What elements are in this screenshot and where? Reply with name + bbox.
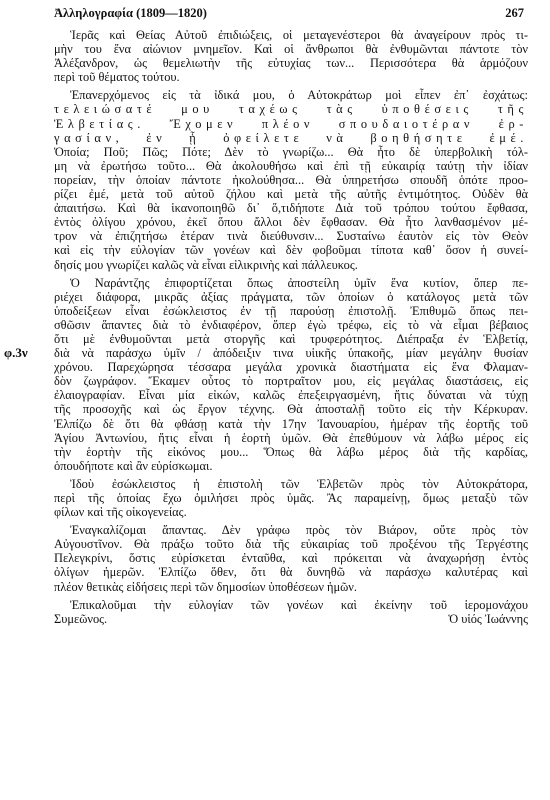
text-line: ὑποδείξεων εἶναι ἐσώκλειστος ἐν τῇ παρούσῃ ἐπιστολῇ. Ἐπιθυμῶ ὅπως πει- [54, 303, 528, 318]
text-line: ὅτι μὲ ἐνθυμοῦνται μετὰ στοργῆς καὶ τρυφερότητος. Διέπραξα ἐν Ἑλβετίᾳ, [54, 331, 528, 346]
running-title: Ἀλληλογραφία (1809—1820) [54, 6, 207, 20]
text-line: σθῶσιν ἅπαντες διὰ τὸ ἐνδιαφέρον, ὅπερ ἐγὼ τρέφω, εἰς τὸ νὰ εἶμαι βέβαιος [54, 317, 528, 332]
running-header [54, 6, 524, 21]
spaced-text-line: Ἑλβετίας. Ἔχομεν πλέον σπουδαιοτέραν ἐρ- [54, 116, 528, 131]
text-line: χρόνου. Παρεχώρησα τέσσαρα μεγάλα χρονικὰ διαστήματα εἰς ἕνα Φλαμαν- [54, 360, 528, 375]
text-line: ἐντὸς ὀλίγου χρόνου, ἐκεῖ ὅπου ἄλλοι δὲν ἔφθασαν. Θὰ ἦτο λανθασμένον μέ- [54, 215, 528, 230]
text-line: Ἐπικαλοῦμαι τὴν εὐλογίαν τῶν γονέων καὶ ἐκείνην τοῦ ἱερομονάχου [70, 597, 528, 612]
text-line: Ἐλπίζω δὲ ὅτι θὰ φθάσῃ κατὰ τὴν 17ην Ἰανουαρίου, ἡμέραν τῆς ἑορτῆς τοῦ [54, 416, 528, 431]
text-line: καὶ εἰς τὴν εὐλογίαν τῶν γονέων καὶ δὲν φοβοῦμαι τίποτα καθ᾽ ὅσον ἡ συνεί- [54, 243, 528, 258]
text-line: ὁπουδήποτε καὶ ἂν εὑρίσκωμαι. [54, 458, 213, 473]
signoff-left: Συμεῶνος. [54, 611, 108, 626]
text-line: μὴν του ἕνα αἰώνιον μνημεῖον. Καὶ οἱ ἄνθρωποι θὰ ἐνθυμῶνται πάντοτε τὸν [54, 42, 528, 57]
text-line: Πελεγκρίνι, ὅστις εὑρίσκεται ἐνταῦθα, καὶ πρόκειται νὰ ἀναχωρήσῃ ἐντὸς [54, 551, 528, 566]
text-line: τὴν ἑορτὴν τῆς εἰκόνος μου... Ὅπως θὰ λάβω μέρος διὰ τῆς καρδίας, [54, 444, 528, 459]
text-line: ἐλαιογραφίαν. Εἶναι μία εἰκών, καλῶς ἐπεξειργασμένη, ἥτις δύναται νὰ τύχῃ [54, 388, 528, 403]
text-line: Ὁποία; Ποῦ; Πῶς; Πότε; Δὲν τὸ γνωρίζω... Θὰ ἦτο δὲ ὑπερβολικὴ τόλ- [54, 144, 528, 159]
text-line: Ἰδοὺ ἐσώκλειστος ἡ ἐπιστολὴ τῶν Ἑλβετῶν πρὸς τὸν Αὐτοκράτορα, [70, 476, 528, 491]
text-line: ρίζει ἐμέ, μετὰ τοῦ αὐτοῦ ζήλου καὶ μετὰ τῆς αὐτῆς ἐντιμότητος. Οὐδὲν θὰ [54, 187, 528, 202]
text-line: μη νὰ ἐρωτήσω τοῦτο... Θὰ ἀκολουθήσω καὶ ἐπὶ τῇ εὐκαιρίᾳ ταύτῃ τὴν ἰδίαν [54, 158, 528, 173]
text-line: δησίς μου γνωρίζει καλῶς νὰ εἶναι εἰλικρινὴς καὶ πάλλευκος. [54, 257, 358, 272]
letter-body [4, 28, 528, 626]
text-line: πορείαν, τὴν ὁποίαν πάντοτε ἠκολούθησα... Θὰ ὑπηρετήσω σπουδῆ ὁπότε προο- [54, 172, 528, 187]
text-line: ριέχει διάφορα, μικρᾶς ἀξίας πράγματα, τῶν ὁποίων ὁ κατάλογος μετὰ τῶν [54, 289, 528, 304]
text-line: φίλων καὶ τῆς οἰκογενείας. [54, 505, 187, 520]
text-line-with-folio [4, 345, 528, 361]
text-line: ἀπαιτήσω. Καὶ θὰ ἱκανοποιηθῶ δι᾽ ὅ,τιδήποτε Διὰ τοῦ τρόπου τούτου ἔφθασα, [54, 201, 528, 216]
text-line: διὰ νὰ παράσχω ὑμῖν / ἀπόδειξιν τινα υἱικῆς ὑπακοῆς, μίαν μεγάλην θυσίαν [54, 346, 528, 361]
text-line: περὶ τοῦ θέματος τούτου. [54, 70, 180, 85]
folio-margin-note: φ.3ν [4, 345, 28, 361]
signoff-line [54, 612, 528, 626]
spaced-text-line: γασίαν, ἐν ᾗ ὀφείλετε νὰ βοηθήσητε ἐμέ. [54, 130, 528, 145]
text-line: Ὁ Ναράντζης ἐπιφορτίζεται ὅπως ἀποστείλη ὑμῖν ἕνα κυτίον, ὅπερ πε- [70, 275, 528, 290]
text-line: δὸν ζωγράφον. Ἔκαμεν οὗτος τὸ πορτραῖτον μου, εἰς μεγάλας διαστάσεις, εἰς [54, 374, 528, 389]
spaced-text-line: τελειώσατέ μου ταχέως τὰς ὑποθέσεις τῆς [54, 102, 528, 117]
text-line: Ἱερᾶς καὶ Θείας Αὐτοῦ ἐπιδιώξεις, οἱ μεταγενέστεροι θὰ ἀναγείρουν πρὸς τι- [70, 28, 528, 42]
text-line: τρον νὰ ἐπιζητήσω ἑτέραν τινὰ διεύθυνσιν... Συσταίνω ἑαυτὸν εἰς τὸν Θεὸν [54, 229, 528, 244]
text-line: πλέον θετικὰς εἰδήσεις περὶ τῶν δημοσίων ὑποθέσεων ἡμῶν. [54, 579, 358, 594]
text-line: Ἐναγκαλίζομαι ἅπαντας. Δὲν γράφω πρὸς τὸν Βιάρον, οὔτε πρὸς τὸν [70, 523, 528, 538]
text-line: Αὐγουστῖνον. Θὰ πράξω τοῦτο διὰ τῆς εὐκαιρίας τοῦ προξένου τῆς Τεργέστης [54, 537, 528, 552]
text-line: τῆς προσοχῆς καὶ ὡς ἔργον τέχνης. Θὰ ἀποσταλῇ τοῦτο εἰς τὴν Κέρκυραν. [54, 402, 528, 417]
text-line: Ἀλέξανδρον, ὡς θεμελιωτὴν τῆς εὐτυχίας των... Περισσότερα θὰ ἁρμόζουν [54, 56, 528, 71]
text-line: ὀλίγων ἡμερῶν. Ἐλπίζω ὅθεν, ὅτι θὰ δυνηθῶ νὰ παράσχω καλυτέρας καὶ [54, 565, 528, 580]
text-line: Ἐπανερχόμενος εἰς τὰ ἰδικά μου, ὁ Αὐτοκράτωρ μοὶ εἶπεν ἐπ᾽ ἐσχάτως: [70, 88, 528, 103]
text-line: περὶ τῆς ὁποίας ἔχω ὁμιλήσει πρὸς ὑμᾶς. Ἂς παραμείνῃ, ὅμως μεταξὺ τῶν [54, 491, 528, 505]
page-number: 267 [505, 6, 524, 20]
text-line: Ἁγίου Ἀντωνίου, ἥτις εἶναι ἡ ἑορτὴ ὑμῶν. Θὰ ἐπεθύμουν νὰ λάβω μέρος εἰς [54, 430, 528, 445]
signature: Ὁ υἱός Ἰωάννης [448, 611, 528, 626]
